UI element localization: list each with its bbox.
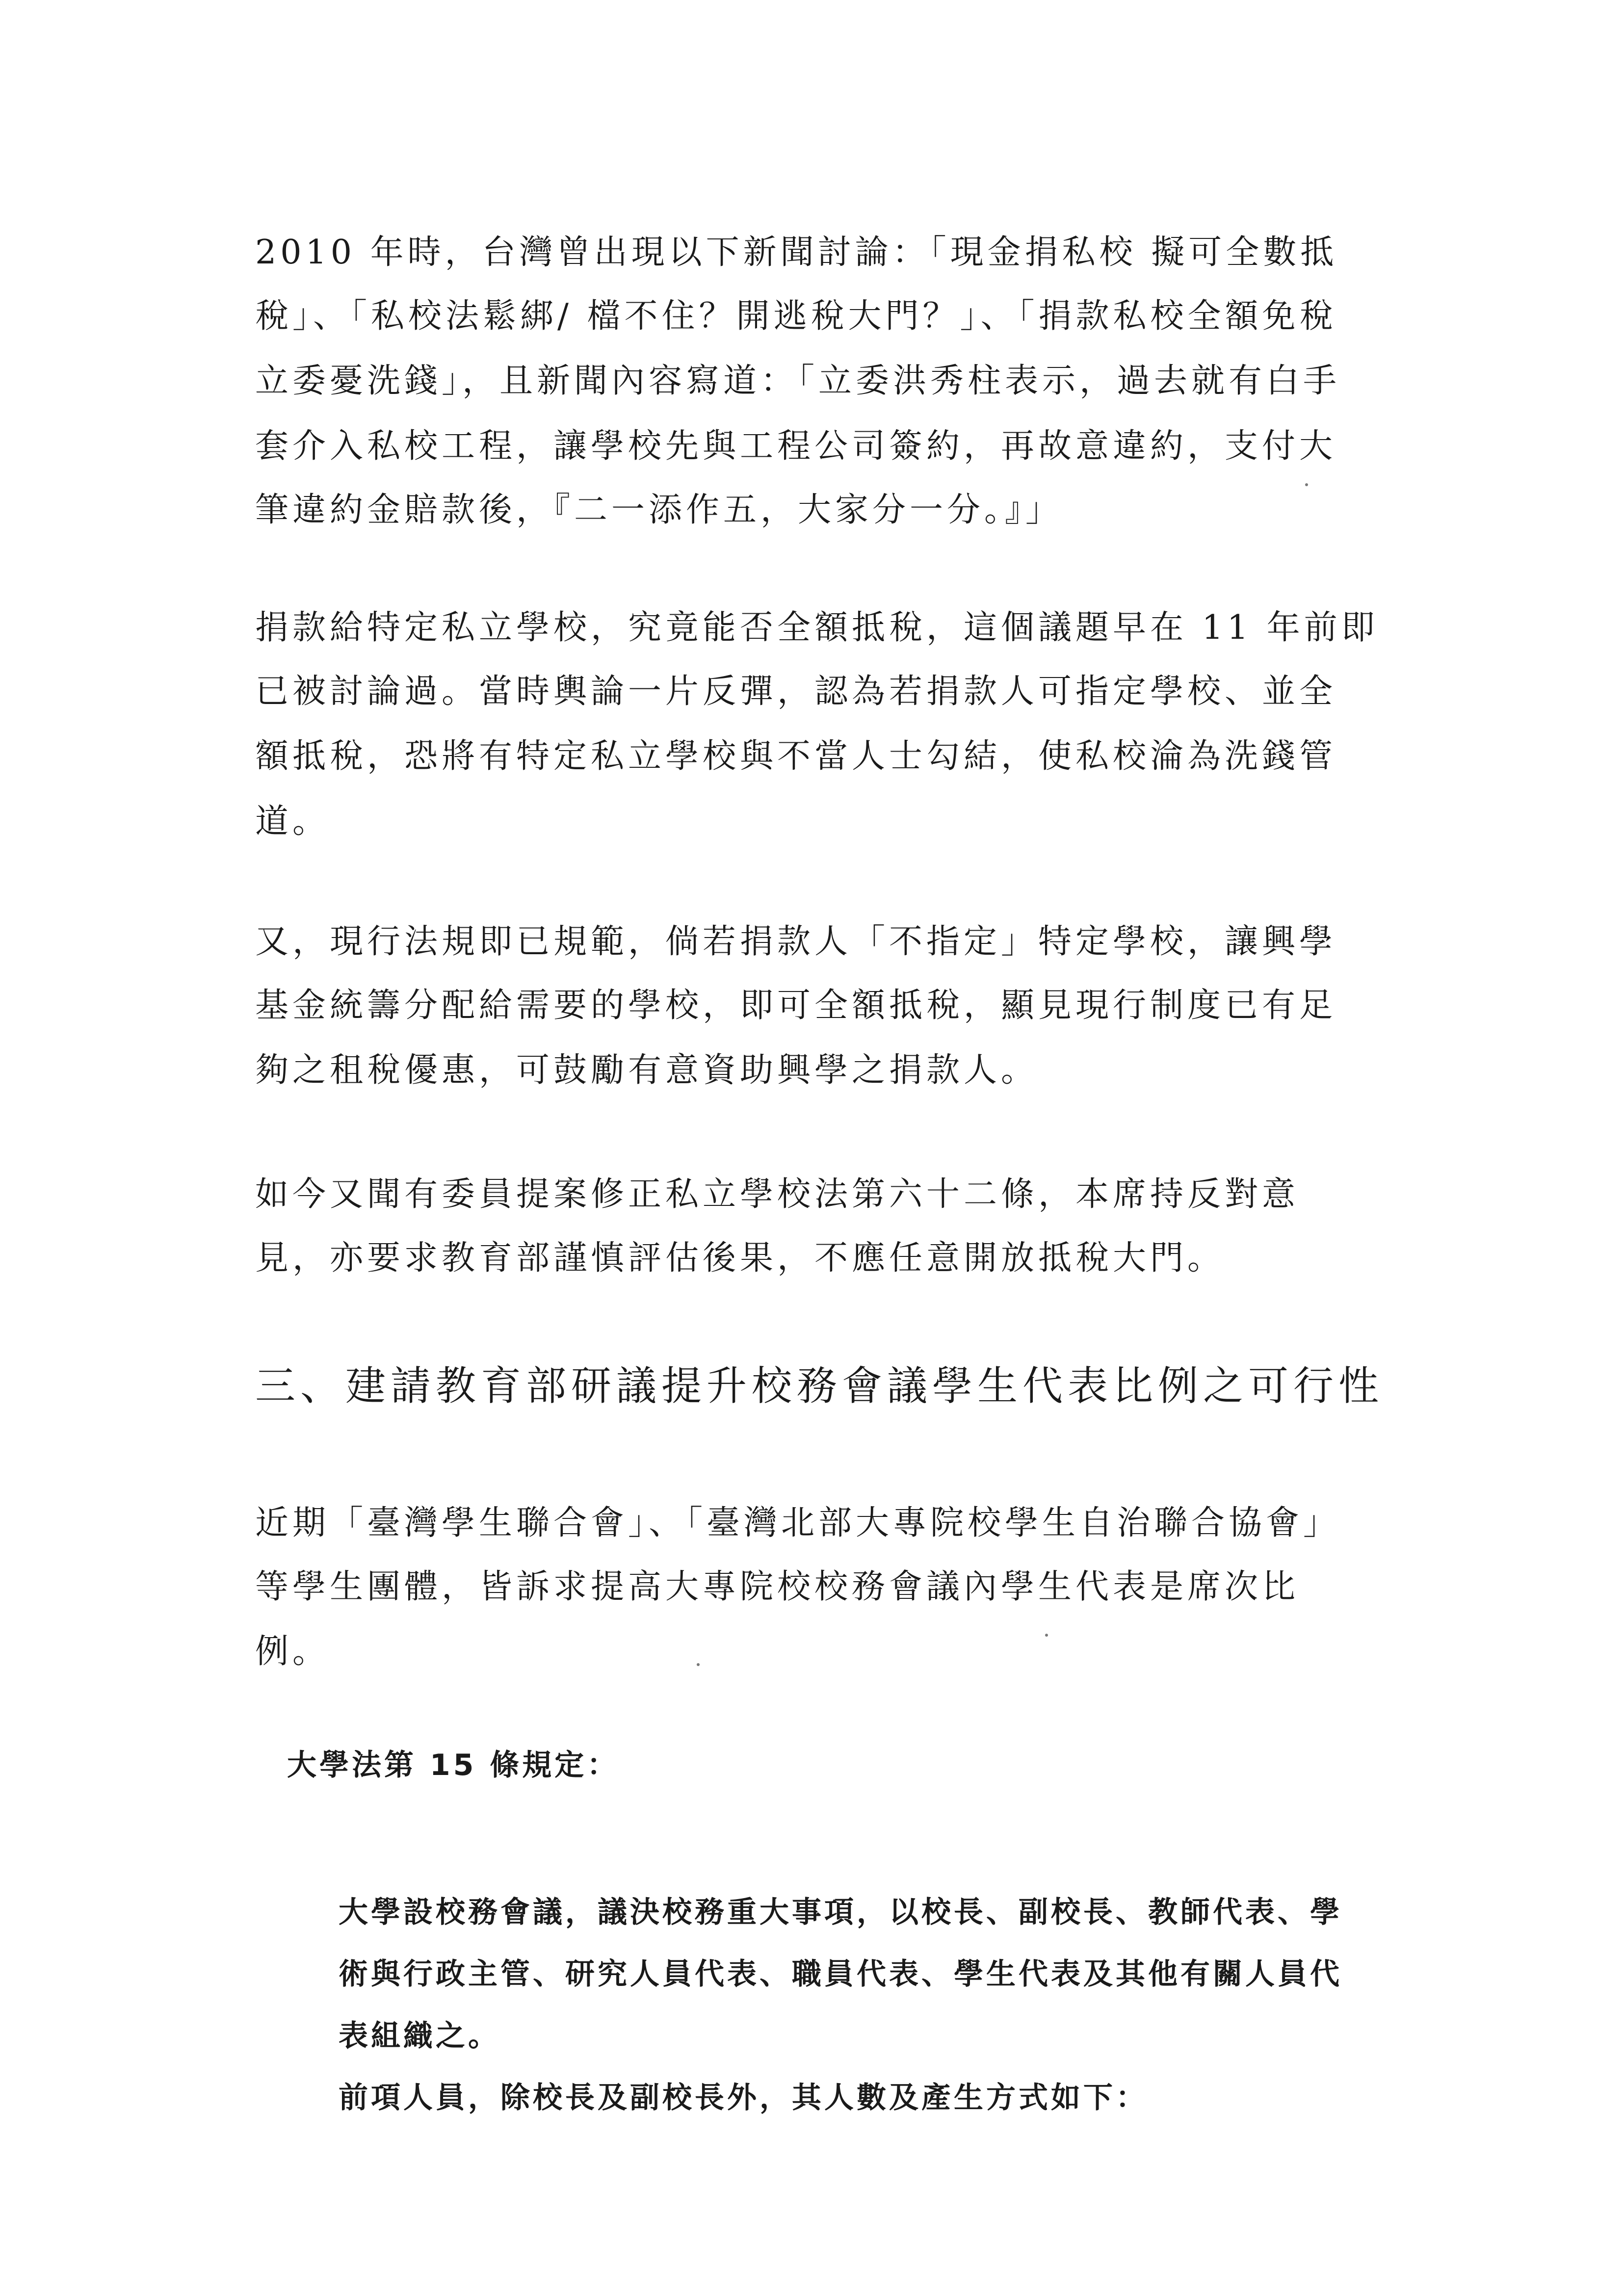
law-heading-text: 大學法第 15 條規定： [287,1748,620,1782]
paragraph-line: 筆違約金賠款後，『二一添作五，大家分一分。』」 [255,491,1063,529]
paragraph-line: 2010 年時，台灣曾出現以下新聞討論：「現金捐私校 擬可全數抵 [255,233,1338,272]
scan-speck [697,1663,700,1666]
paragraph-line: 捐款給特定私立學校，究竟能否全額抵稅，這個議題早在 11 年前即 [255,608,1379,647]
paragraph-line: 立委憂洗錢」，且新聞內容寫道：「立委洪秀柱表示，過去就有白手 [255,362,1341,400]
paragraph-line: 又，現行法規即已規範，倘若捐款人「不指定」特定學校，讓興學 [255,922,1337,961]
paragraph-line: 近期「臺灣學生聯合會」、「臺灣北部大專院校學生自治聯合協會」 [255,1504,1341,1542]
law-quote-line: 術與行政主管、研究人員代表、職員代表、學生代表及其他有關人員代 [339,1957,1342,1991]
paragraph-line: 見，亦要求教育部謹慎評估後果，不應任意開放抵稅大門。 [255,1239,1225,1278]
paragraph-line: 例。 [255,1632,330,1671]
section-heading: 三、建請教育部研議提升校務會議學生代表比例之可行性 [255,1363,1384,1409]
scan-speck [1045,1634,1048,1637]
paragraph-line: 基金統籌分配給需要的學校，即可全額抵稅，顯見現行制度已有足 [255,986,1337,1025]
law-quote-line: 大學設校務會議，議決校務重大事項，以校長、副校長、教師代表、學 [339,1895,1342,1930]
scan-speck [1305,483,1308,486]
paragraph-line: 等學生團體，皆訴求提高大專院校校務會議內學生代表是席次比 [255,1567,1300,1606]
law-quote-line: 表組織之。 [339,2019,500,2053]
law-quote-line: 前項人員，除校長及副校長外，其人數及產生方式如下： [339,2081,1148,2115]
paragraph-line: 夠之租稅優惠，可鼓勵有意資助興學之捐款人。 [255,1051,1039,1090]
paragraph-line: 已被討論過。當時輿論一片反彈，認為若捐款人可指定學校、並全 [255,672,1337,711]
paragraph-line: 稅」、「私校法鬆綁/ 檔不住？開逃稅大門？」、「捐款私校全額免稅 [255,297,1337,336]
paragraph-line: 套介入私校工程，讓學校先與工程公司簽約，再故意違約，支付大 [255,427,1337,466]
paragraph-line: 道。 [255,802,330,841]
paragraph-line: 如今又聞有委員提案修正私立學校法第六十二條，本席持反對意 [255,1175,1300,1214]
paragraph-line: 額抵稅，恐將有特定私立學校與不當人士勾結，使私校淪為洗錢管 [255,737,1337,776]
